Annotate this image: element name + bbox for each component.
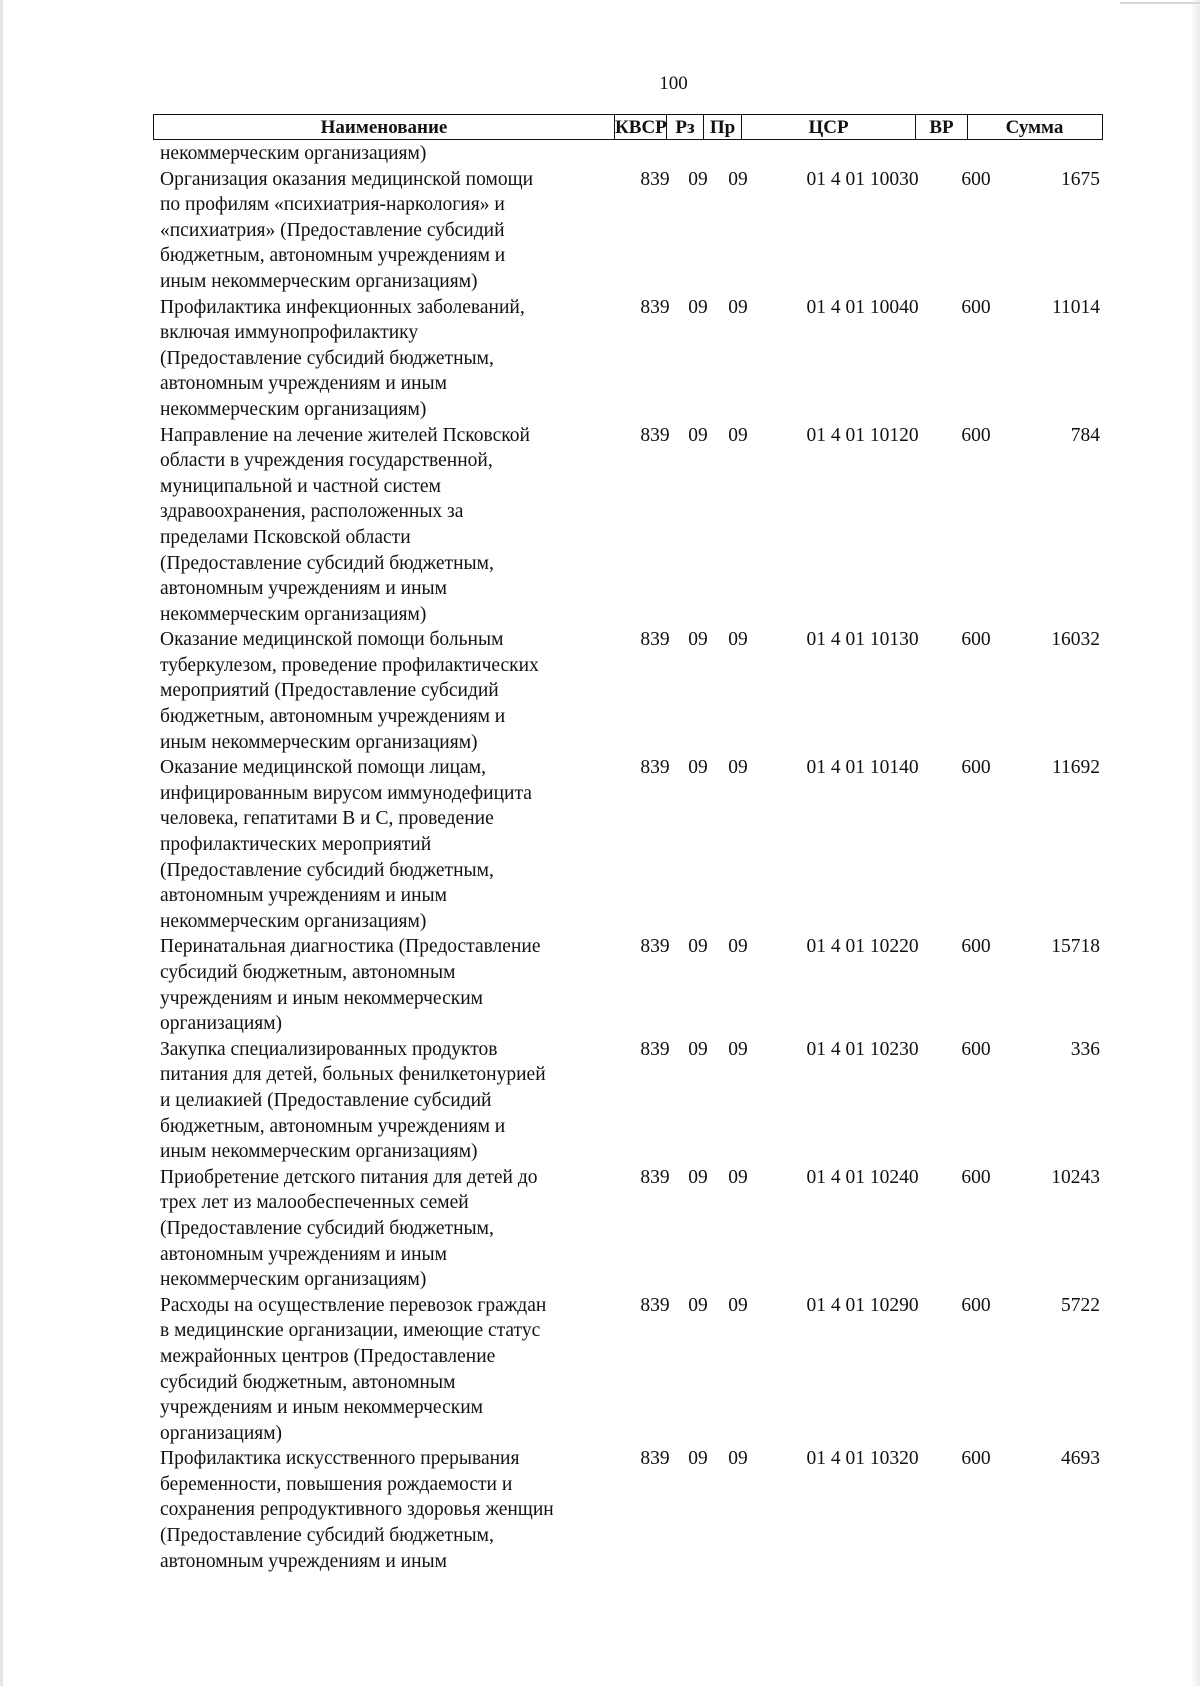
row-name: Организация оказания медицинской помощи по профилям «психиатрия-наркология» и «психиатрия» (Предоставление субсидий бюджетным, автономным учреждениям и иным некоммерческим организациям)	[160, 168, 534, 292]
row-pr: 09	[728, 1294, 748, 1316]
table-row	[160, 934, 1110, 1036]
row-csr: 01 4 01 10230	[806, 1038, 919, 1060]
row-rz: 09	[688, 1294, 708, 1316]
row-vr: 600	[961, 424, 991, 446]
row-sum: 10243	[1051, 1166, 1100, 1188]
table-body	[160, 141, 1110, 1574]
row-kvsr: 839	[640, 1448, 670, 1470]
row-rz: 09	[688, 1448, 708, 1470]
row-sum: 784	[1070, 424, 1100, 446]
row-name: некоммерческим организациям)	[160, 143, 427, 164]
row-csr: 01 4 01 10030	[806, 168, 919, 190]
row-vr: 600	[961, 1038, 991, 1060]
row-rz: 09	[688, 168, 708, 190]
row-vr: 600	[961, 168, 991, 190]
row-csr: 01 4 01 10320	[806, 1448, 919, 1470]
row-csr: 01 4 01 10140	[806, 757, 919, 779]
row-name: Профилактика инфекционных заболеваний, включая иммунопрофилактику (Предоставление субсидий бюджетным, автономным учреждениям и иным некоммерческим организациям)	[160, 296, 525, 420]
row-name: Перинатальная диагностика (Предоставление субсидий бюджетным, автономным учреждениям и иным некоммерческим организациям)	[160, 936, 541, 1035]
row-sum: 11014	[1051, 296, 1100, 318]
row-rz: 09	[688, 757, 708, 779]
table-row	[160, 627, 1110, 755]
row-pr: 09	[728, 629, 748, 651]
header-vr: ВР	[915, 115, 967, 139]
row-pr: 09	[728, 424, 748, 446]
row-rz: 09	[688, 1038, 708, 1060]
row-kvsr: 839	[640, 757, 670, 779]
header-csr: ЦСР	[741, 115, 915, 139]
row-rz: 09	[688, 1166, 708, 1188]
header-kvsr: КВСР	[615, 117, 667, 138]
row-vr: 600	[961, 629, 991, 651]
row-csr: 01 4 01 10220	[806, 936, 919, 958]
row-sum: 5722	[1061, 1294, 1100, 1316]
row-name: Расходы на осуществление перевозок граждан в медицинские организации, имеющие статус межрайонных центров (Предоставление субсидий бюджетным, автономным учреждениям и иным некоммерческим организациям)	[160, 1294, 547, 1444]
row-vr: 600	[961, 1294, 991, 1316]
table-row	[160, 423, 1110, 628]
row-kvsr: 839	[640, 296, 670, 318]
row-vr: 600	[961, 296, 991, 318]
row-pr: 09	[728, 1038, 748, 1060]
row-rz: 09	[688, 936, 708, 958]
row-pr: 09	[728, 936, 748, 958]
row-kvsr: 839	[640, 629, 670, 651]
table-row	[160, 755, 1110, 934]
table-row	[160, 167, 1110, 295]
row-sum: 336	[1070, 1038, 1100, 1060]
header-rz: Рз	[666, 115, 703, 139]
row-kvsr: 839	[640, 1038, 670, 1060]
row-sum: 16032	[1051, 629, 1100, 651]
row-name: Закупка специализированных продуктов питания для детей, больных фенилкетонурией и целиакией (Предоставление субсидий бюджетным, автономным учреждениям и иным некоммерческим организациям)	[160, 1038, 546, 1163]
scan-edge-top	[1120, 2, 1200, 4]
table-row-continuation	[160, 141, 1110, 167]
row-csr: 01 4 01 10040	[806, 296, 919, 318]
row-vr: 600	[961, 936, 991, 958]
table-row	[160, 1165, 1110, 1293]
row-name: Оказание медицинской помощи больным туберкулезом, проведение профилактических мероприятий (Предоставление субсидий бюджетным, автономным учреждениям и иным некоммерческим организациям)	[160, 629, 539, 753]
row-kvsr: 839	[640, 1294, 670, 1316]
row-csr: 01 4 01 10290	[806, 1294, 919, 1316]
row-rz: 09	[688, 424, 708, 446]
header-name: Наименование	[320, 117, 448, 138]
row-name: Оказание медицинской помощи лицам, инфицированным вирусом иммунодефицита человека, гепатитами B и C, проведение профилактических мероприятий (Предоставление субсидий бюджетным, автономным учреждениям и иным некоммерческим организациям)	[160, 757, 532, 932]
row-kvsr: 839	[640, 168, 670, 190]
scan-edge-left	[0, 0, 3, 1686]
row-name: Приобретение детского питания для детей до трех лет из малообеспеченных семей (Предоставление субсидий бюджетным, автономным учреждениям и иным некоммерческим организациям)	[160, 1166, 538, 1291]
row-csr: 01 4 01 10120	[806, 424, 919, 446]
row-pr: 09	[728, 757, 748, 779]
row-pr: 09	[728, 168, 748, 190]
page-number: 100	[659, 73, 688, 94]
row-name: Направление на лечение жителей Псковской области в учреждения государственной, муниципальной и частной систем здравоохранения, расположенных за пределами Псковской области (Предоставление субсидий бюджетным, автономным учреждениям и иным некоммерческим организациям)	[160, 424, 530, 625]
table-header	[153, 114, 1103, 140]
row-vr: 600	[961, 1448, 991, 1470]
row-sum: 11692	[1051, 757, 1100, 779]
table-row	[160, 1293, 1110, 1447]
table-row	[160, 1446, 1110, 1574]
row-pr: 09	[728, 296, 748, 318]
scan-edge-right	[1190, 0, 1200, 1686]
row-sum: 1675	[1061, 168, 1100, 190]
header-sum: Сумма	[967, 115, 1101, 139]
row-rz: 09	[688, 629, 708, 651]
row-vr: 600	[961, 1166, 991, 1188]
row-pr: 09	[728, 1166, 748, 1188]
row-pr: 09	[728, 1448, 748, 1470]
row-kvsr: 839	[640, 424, 670, 446]
row-csr: 01 4 01 10130	[806, 629, 919, 651]
row-kvsr: 839	[640, 936, 670, 958]
row-csr: 01 4 01 10240	[806, 1166, 919, 1188]
row-kvsr: 839	[640, 1166, 670, 1188]
row-vr: 600	[961, 757, 991, 779]
row-sum: 4693	[1061, 1448, 1100, 1470]
table-row	[160, 295, 1110, 423]
row-rz: 09	[688, 296, 708, 318]
row-sum: 15718	[1051, 936, 1100, 958]
row-name: Профилактика искусственного прерывания беременности, повышения рождаемости и сохранения репродуктивного здоровья женщин (Предоставление субсидий бюджетным, автономным учреждениям и иным	[160, 1448, 554, 1572]
header-pr: Пр	[703, 115, 741, 139]
table-row	[160, 1037, 1110, 1165]
